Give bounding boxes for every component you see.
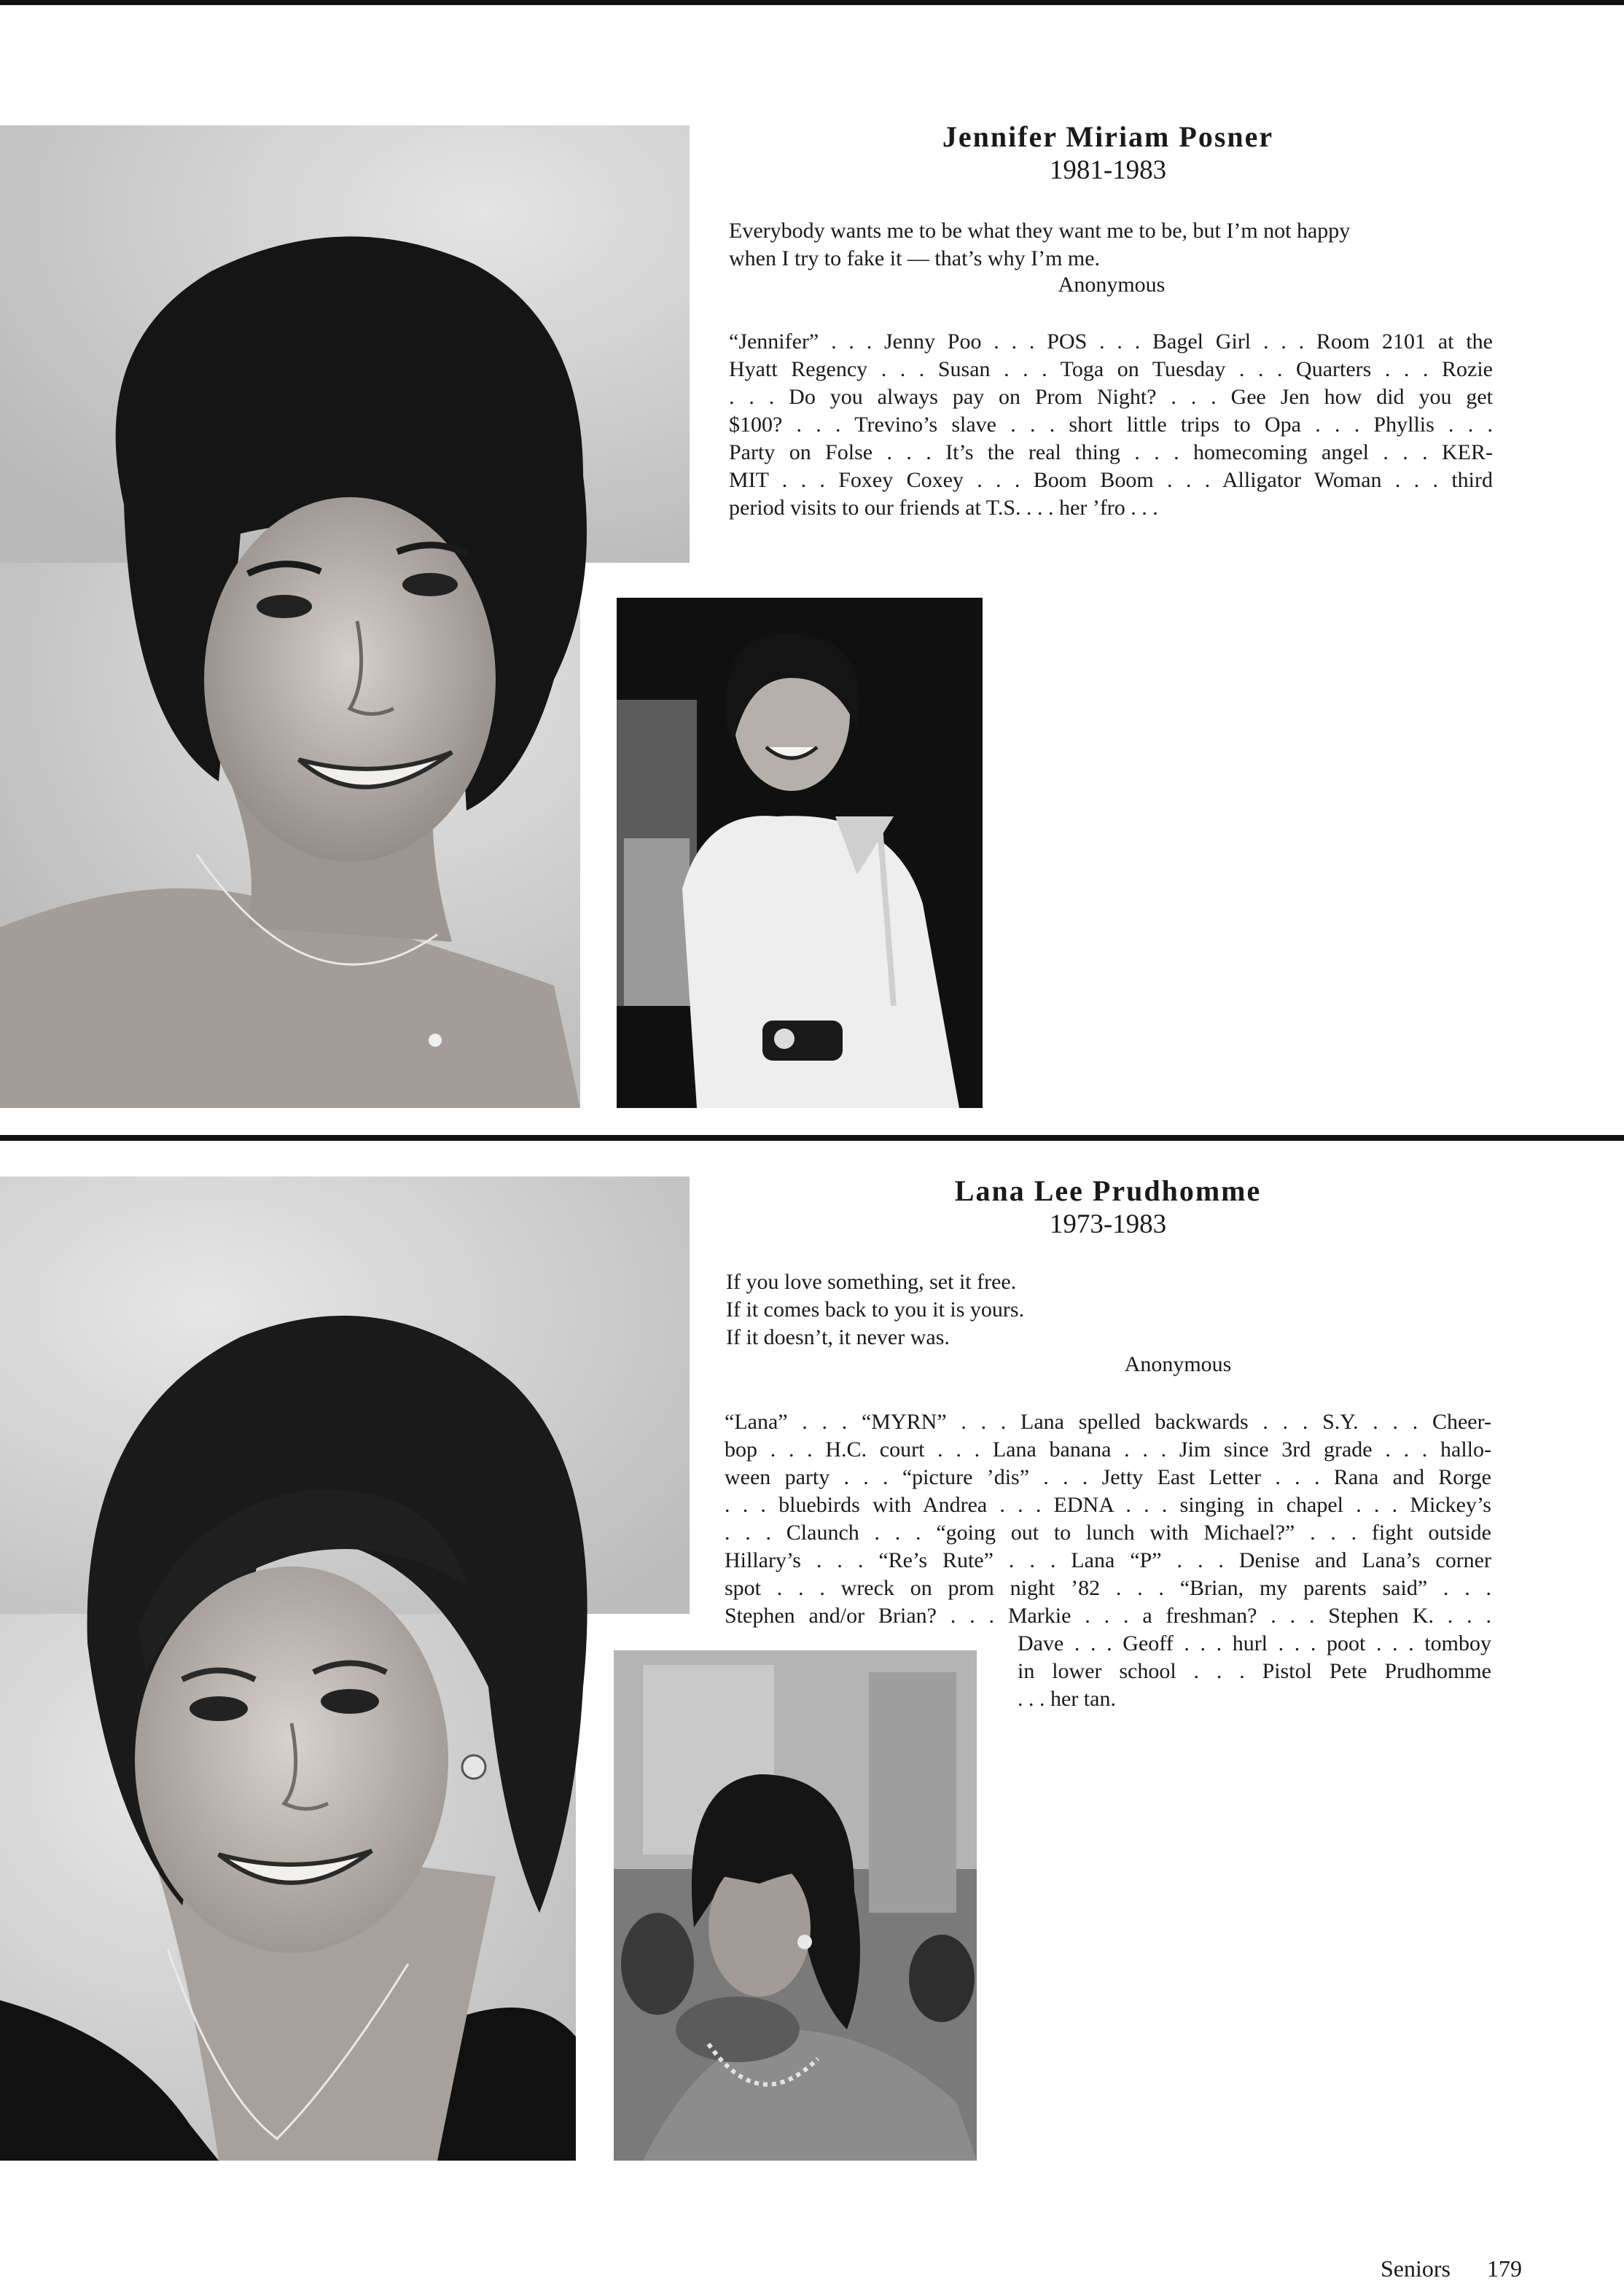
candid-photo bbox=[617, 598, 983, 1108]
page-number: 179 bbox=[1487, 2255, 1522, 2282]
memories-line: Hillary’s . . . “Re’s Rute” . . . Lana “P” . . . Denise and Lana’s corner bbox=[725, 1548, 1491, 1572]
memories-line: ween party . . . “picture ’dis” . . . Jetty East Letter . . . Rana and Rorge bbox=[725, 1465, 1491, 1489]
memories-line: Dave . . . Geoff . . . hurl . . . poot . . . tomboy bbox=[1018, 1631, 1491, 1655]
page-footer-section: Seniors bbox=[1381, 2255, 1451, 2282]
senior-quote bbox=[726, 1268, 1491, 1351]
candid-photo bbox=[614, 1650, 977, 2161]
memories-line: Hyatt Regency . . . Susan . . . Toga on Tuesday . . . Quarters . . . Rozie bbox=[729, 357, 1493, 381]
quote-line: If you love something, set it free. bbox=[726, 1270, 1017, 1294]
memories-line: . . . Claunch . . . “going out to lunch with Michael?” . . . fight outside bbox=[725, 1521, 1491, 1545]
senior-years: 1981-1983 bbox=[1049, 155, 1167, 185]
quote-line: If it doesn’t, it never was. bbox=[726, 1325, 950, 1349]
senior-name: Jennifer Miriam Posner bbox=[942, 120, 1274, 153]
section-divider bbox=[0, 1135, 1624, 1141]
quote-line: If it comes back to you it is yours. bbox=[726, 1298, 1025, 1322]
senior-years: 1973-1983 bbox=[1049, 1209, 1167, 1239]
senior-name: Lana Lee Prudhomme bbox=[954, 1174, 1262, 1207]
memories-line: $100? . . . Trevino’s slave . . . short little trips to Opa . . . Phyllis . . . bbox=[729, 413, 1493, 437]
memories-line: Stephen and/or Brian? . . . Markie . . . a freshman? . . . Stephen K. . . . bbox=[725, 1604, 1491, 1628]
memories-line: . . . bluebirds with Andrea . . . EDNA . . . singing in chapel . . . Mickey’s bbox=[725, 1493, 1491, 1517]
memories-line: “Lana” . . . “MYRN” . . . Lana spelled backwards . . . S.Y. . . . Cheer- bbox=[725, 1410, 1491, 1434]
memories-line: Party on Folse . . . It’s the real thing . . . homecoming angel . . . KER- bbox=[729, 440, 1493, 464]
senior-memories-continued bbox=[1018, 1630, 1491, 1713]
memories-line: period visits to our friends at T.S. . . . her ’fro . . . bbox=[729, 496, 1158, 520]
senior-quote bbox=[729, 217, 1494, 273]
quote-attribution: Anonymous bbox=[1124, 1352, 1232, 1376]
senior-memories bbox=[725, 1408, 1491, 1630]
memories-line: . . . her tan. bbox=[1018, 1687, 1116, 1711]
memories-line: “Jennifer” . . . Jenny Poo . . . POS . . . Bagel Girl . . . Room 2101 at the bbox=[729, 329, 1493, 354]
portrait-lana bbox=[0, 1177, 690, 2161]
quote-line: Everybody wants me to be what they want me to be, but I’m not happy bbox=[729, 219, 1351, 243]
senior-memories bbox=[729, 328, 1493, 522]
memories-line: MIT . . . Foxey Coxey . . . Boom Boom . . . Alligator Woman . . . third bbox=[729, 468, 1493, 492]
memories-line: in lower school . . . Pistol Pete Prudhomme bbox=[1018, 1659, 1491, 1683]
memories-line: bop . . . H.C. court . . . Lana banana . . . Jim since 3rd grade . . . hallo- bbox=[725, 1437, 1491, 1462]
quote-line: when I try to fake it — that’s why I’m me. bbox=[729, 246, 1101, 270]
quote-attribution: Anonymous bbox=[1058, 273, 1166, 297]
memories-line: spot . . . wreck on prom night ’82 . . . “Brian, my parents said” . . . bbox=[725, 1576, 1491, 1600]
portrait-jennifer bbox=[0, 125, 690, 1108]
memories-line: . . . Do you always pay on Prom Night? . . . Gee Jen how did you get bbox=[729, 385, 1493, 409]
top-border bbox=[0, 0, 1624, 5]
